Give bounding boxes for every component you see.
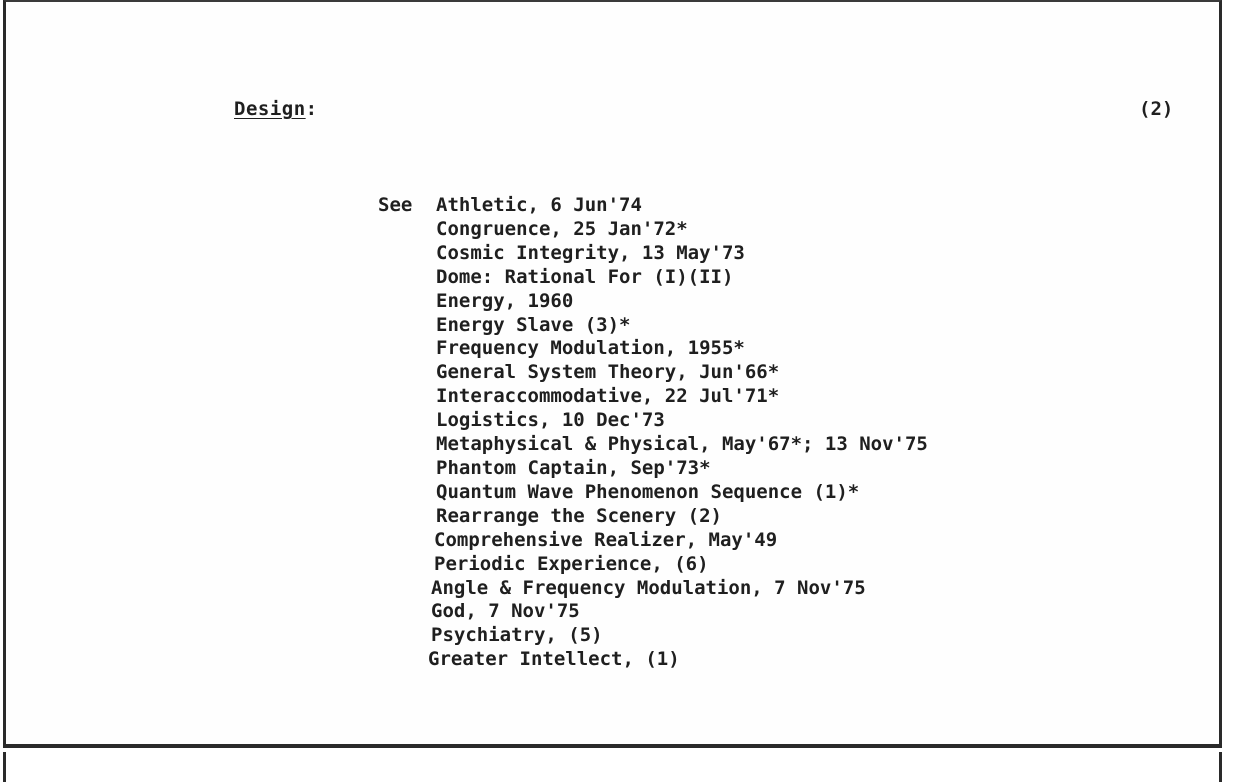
reference-item: Comprehensive Realizer, May'49 [434,528,778,551]
reference-item: Athletic, 6 Jun'74 [436,194,642,216]
reference-item: Cosmic Integrity, 13 May'73 [436,241,745,264]
reference-item: Phantom Captain, Sep'73* [436,456,711,479]
reference-item: Congruence, 25 Jan'72* [436,217,688,240]
page-number: (2) [1139,98,1174,120]
heading-word: Design [234,98,306,120]
reference-item: Energy, 1960 [436,289,574,312]
reference-item: Periodic Experience, (6) [434,552,709,575]
reference-item: Interaccommodative, 22 Jul'71* [436,385,780,408]
next-card-edge [3,752,1222,782]
reference-item: Angle & Frequency Modulation, 7 Nov'75 [431,576,866,599]
card-heading [234,98,318,120]
reference-item: Greater Intellect, (1) [428,648,680,671]
reference-item: Dome: Rational For (I)(II) [436,265,734,288]
reference-item: Energy Slave (3)* [436,313,631,336]
reference-item: Rearrange the Scenery (2) [436,504,722,527]
reference-item: Metaphysical & Physical, May'67*; 13 Nov'75 [436,433,928,456]
reference-item: Frequency Modulation, 1955* [436,337,745,360]
see-label: See [378,194,413,216]
reference-item: Psychiatry, (5) [431,624,603,647]
reference-item: God, 7 Nov'75 [431,600,580,623]
reference-item: Logistics, 10 Dec'73 [436,409,665,432]
heading-colon: : [305,98,318,120]
reference-list [428,194,928,672]
reference-item: Quantum Wave Phenomenon Sequence (1)* [436,480,860,503]
index-card [3,0,1222,748]
reference-item: General System Theory, Jun'66* [436,361,780,384]
